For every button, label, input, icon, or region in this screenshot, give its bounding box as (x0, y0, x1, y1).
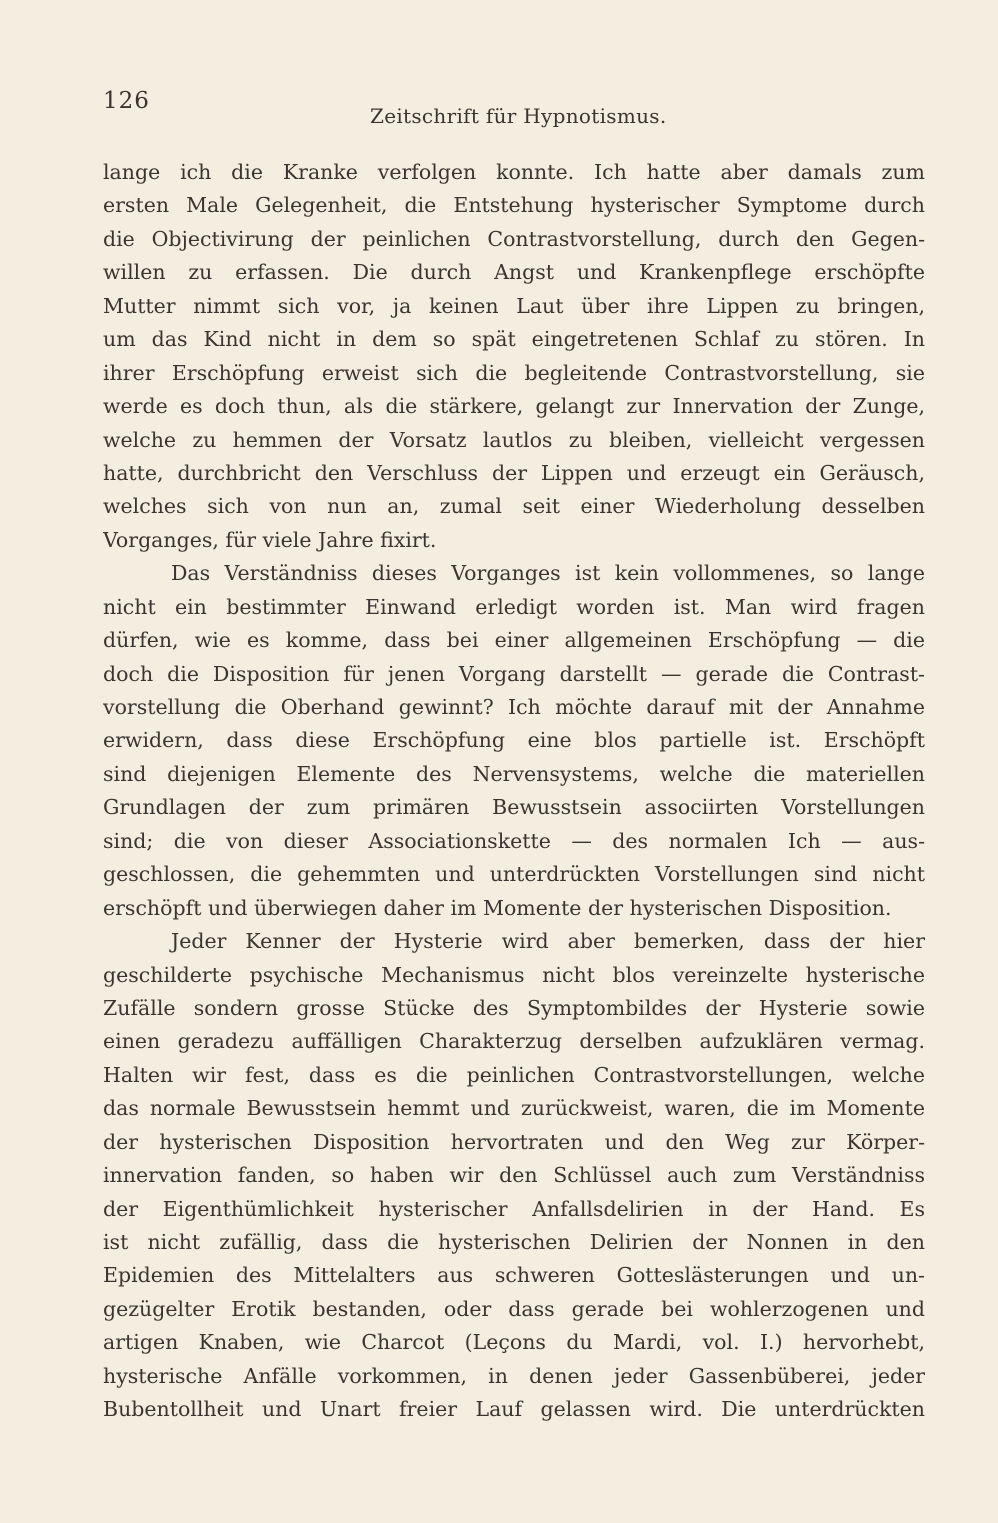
text-line: Das Verständniss dieses Vorganges ist kein vollommenes, so lange (171, 561, 925, 586)
text-line: sind; die von dieser Associationskette — des normalen Ich — aus- (103, 828, 925, 853)
text-line: innervation fanden, so haben wir den Schlüssel auch zum Verständniss (103, 1163, 925, 1188)
text-line: die Objectivirung der peinlichen Contrastvorstellung, durch den Gegen- (103, 226, 925, 251)
text-line: das normale Bewusstsein hemmt und zurückweist, waren, die im Momente (103, 1096, 925, 1121)
text-line: dürfen, wie es komme, dass bei einer allgemeinen Erschöpfung — die (103, 628, 925, 653)
text-line: willen zu erfassen. Die durch Angst und Krankenpflege erschöpfte (103, 260, 925, 285)
text-line: lange ich die Kranke verfolgen konnte. Ich hatte aber damals zum (103, 160, 925, 184)
text-line: Mutter nimmt sich vor, ja keinen Laut über ihre Lippen zu bringen, (103, 293, 925, 318)
text-line: geschlossen, die gehemmten und unterdrückten Vorstellungen sind nicht (103, 862, 925, 887)
text-line: doch die Disposition für jenen Vorgang darstellt — gerade die Contrast- (103, 661, 925, 686)
text-line: vorstellung die Oberhand gewinnt? Ich möchte darauf mit der Annahme (103, 695, 925, 719)
text-line: hatte, durchbricht den Verschluss der Lippen und erzeugt ein Geräusch, (103, 460, 925, 485)
text-line: ersten Male Gelegenheit, die Entstehung hysterischer Symptome durch (103, 193, 925, 218)
text-line: gezügelter Erotik bestanden, oder dass gerade bei wohlerzogenen und (103, 1296, 925, 1321)
text-line: werde es doch thun, als die stärkere, gelangt zur Innervation der Zunge, (103, 394, 925, 419)
text-line: Halten wir fest, dass es die peinlichen Contrastvorstellungen, welche (103, 1062, 925, 1087)
text-line: um das Kind nicht in dem so spät eingetretenen Schlaf zu stören. In (103, 327, 925, 352)
text-line: ist nicht zufällig, dass die hysterischen Delirien der Nonnen in den (103, 1230, 925, 1254)
text-line: Epidemien des Mittelalters aus schweren Gotteslästerungen und un- (103, 1263, 925, 1288)
text-line: welches sich von nun an, zumal seit einer Wiederholung desselben (103, 494, 925, 519)
text-line: Grundlagen der zum primären Bewusstsein associirten Vorstellungen (103, 795, 925, 820)
text-line: der hysterischen Disposition hervortraten und den Weg zur Körper- (103, 1129, 925, 1154)
text-line: Zufälle sondern grosse Stücke des Symptombildes der Hysterie sowie (103, 995, 925, 1020)
text-line: hysterische Anfälle vorkommen, in denen jeder Gassenbüberei, jeder (103, 1363, 925, 1388)
text-line: erwidern, dass diese Erschöpfung eine blos partielle ist. Erschöpft (103, 728, 925, 753)
text-line: der Eigenthümlichkeit hysterischer Anfallsdelirien in der Hand. Es (103, 1196, 925, 1221)
text-line: geschilderte psychische Mechanismus nicht blos vereinzelte hysterische (103, 962, 925, 987)
text-line: nicht ein bestimmter Einwand erledigt worden ist. Man wird fragen (103, 594, 925, 619)
text-line: ihrer Erschöpfung erweist sich die begleitende Contrastvorstellung, sie (103, 360, 925, 385)
text-line: artigen Knaben, wie Charcot (Leçons du Mardi, vol. I.) hervorhebt, (103, 1330, 925, 1355)
page-number: 126 (103, 88, 150, 114)
text-line: sind diejenigen Elemente des Nervensystems, welche die materiellen (103, 761, 925, 786)
text-line: Jeder Kenner der Hysterie wird aber bemerken, dass der hier (171, 929, 925, 954)
text-line: Vorganges, für viele Jahre fixirt. (103, 527, 437, 552)
running-title: Zeitschrift für Hypnotismus. (370, 104, 667, 128)
text-line: einen geradezu auffälligen Charakterzug derselben aufzuklären vermag. (103, 1029, 925, 1054)
text-line: Bubentollheit und Unart freier Lauf gelassen wird. Die unterdrückten (103, 1397, 925, 1422)
body-text (103, 156, 925, 1427)
text-line: welche zu hemmen der Vorsatz lautlos zu bleiben, vielleicht vergessen (103, 427, 925, 452)
text-line: erschöpft und überwiegen daher im Momente der hysterischen Disposition. (103, 895, 892, 920)
